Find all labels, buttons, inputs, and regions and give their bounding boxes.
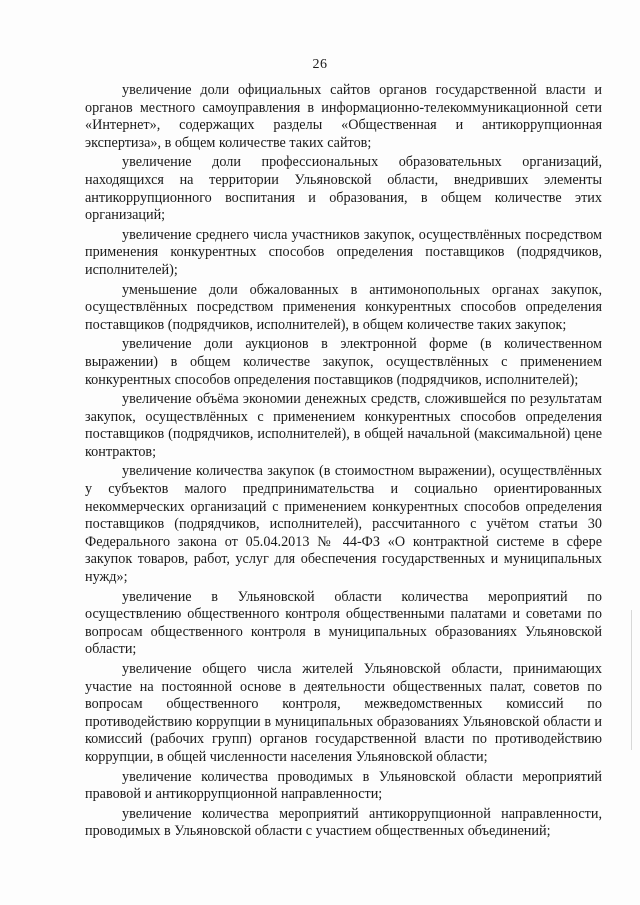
paragraph-educational-organizations: увеличение доли профессиональных образовательных организаций, находящихся на территории Ульяновской области, внедривших элементы антикоррупционного воспитания и образования, в общем количестве этих организаций; bbox=[85, 154, 602, 224]
page-number: 26 bbox=[312, 57, 328, 72]
paragraph-public-control-events: увеличение в Ульяновской области количества мероприятий по осуществлению общественного контроля общественными палатами и советами по вопросам общественного контроля в муниципальных образованиях Ульяновской области; bbox=[85, 588, 602, 658]
document-body bbox=[85, 82, 602, 843]
paragraph-official-sites: увеличение доли официальных сайтов органов государственной власти и органов местного самоуправления в информационно-телекоммуникационной сети «Интернет», содержащих разделы «Общественная и антикоррупционная экспертиза», в общем количестве таких сайтов; bbox=[85, 82, 602, 151]
paragraph-small-business-procurements: увеличение количества закупок (в стоимостном выражении), осуществлённых у субъектов малого предпринимательства и социально ориентированных некоммерческих организаций с применением конкурентных способов определения поставщиков (подрядчиков, исполнителей), рассчитанного с учётом статьи 30 Федерального закона от 05.04.2013 № 44-ФЗ «О контрактной системе в сфере закупок товаров, работ, услуг для обеспечения государственных и муниципальных нужд»; bbox=[85, 463, 602, 586]
scan-edge-mark bbox=[631, 610, 632, 750]
paragraph-savings: увеличение объёма экономии денежных средств, сложившейся по результатам закупок, осуществлённых с применением конкурентных способов определения поставщиков (подрядчиков, исполнителей), в общей начальной (максимальной) цене контрактов; bbox=[85, 391, 602, 460]
paragraph-appealed-procurements: уменьшение доли обжалованных в антимонопольных органах закупок, осуществлённых посредством применения конкурентных способов определения поставщиков (подрядчиков, исполнителей), в общем количестве таких закупок; bbox=[85, 281, 602, 333]
paragraph-public-associations-events: увеличение количества мероприятий антикоррупционной направленности, проводимых в Ульяновской области с участием общественных объединений; bbox=[85, 805, 602, 840]
paragraph-resident-participation: увеличение общего числа жителей Ульяновской области, принимающих участие на постоянной основе в деятельности общественных палат, советов по вопросам общественного контроля, межведомственных комиссий по противодействию коррупции в муниципальных образованиях Ульяновской области и комиссий (рабочих групп) органов государственной власти по противодействию коррупции, в общей численности населения Ульяновской области; bbox=[85, 661, 602, 765]
paragraph-procurement-participants: увеличение среднего числа участников закупок, осуществлённых посредством применения конкурентных способов определения поставщиков (подрядчиков, исполнителей); bbox=[85, 226, 602, 278]
paragraph-electronic-auctions: увеличение доли аукционов в электронной форме (в количественном выражении) в общем количестве закупок, осуществлённых с применением конкурентных способов определения поставщиков (подрядчиков, исполнителей); bbox=[85, 336, 602, 388]
paragraph-legal-events: увеличение количества проводимых в Ульяновской области мероприятий правовой и антикоррупционной направленности; bbox=[85, 768, 602, 803]
